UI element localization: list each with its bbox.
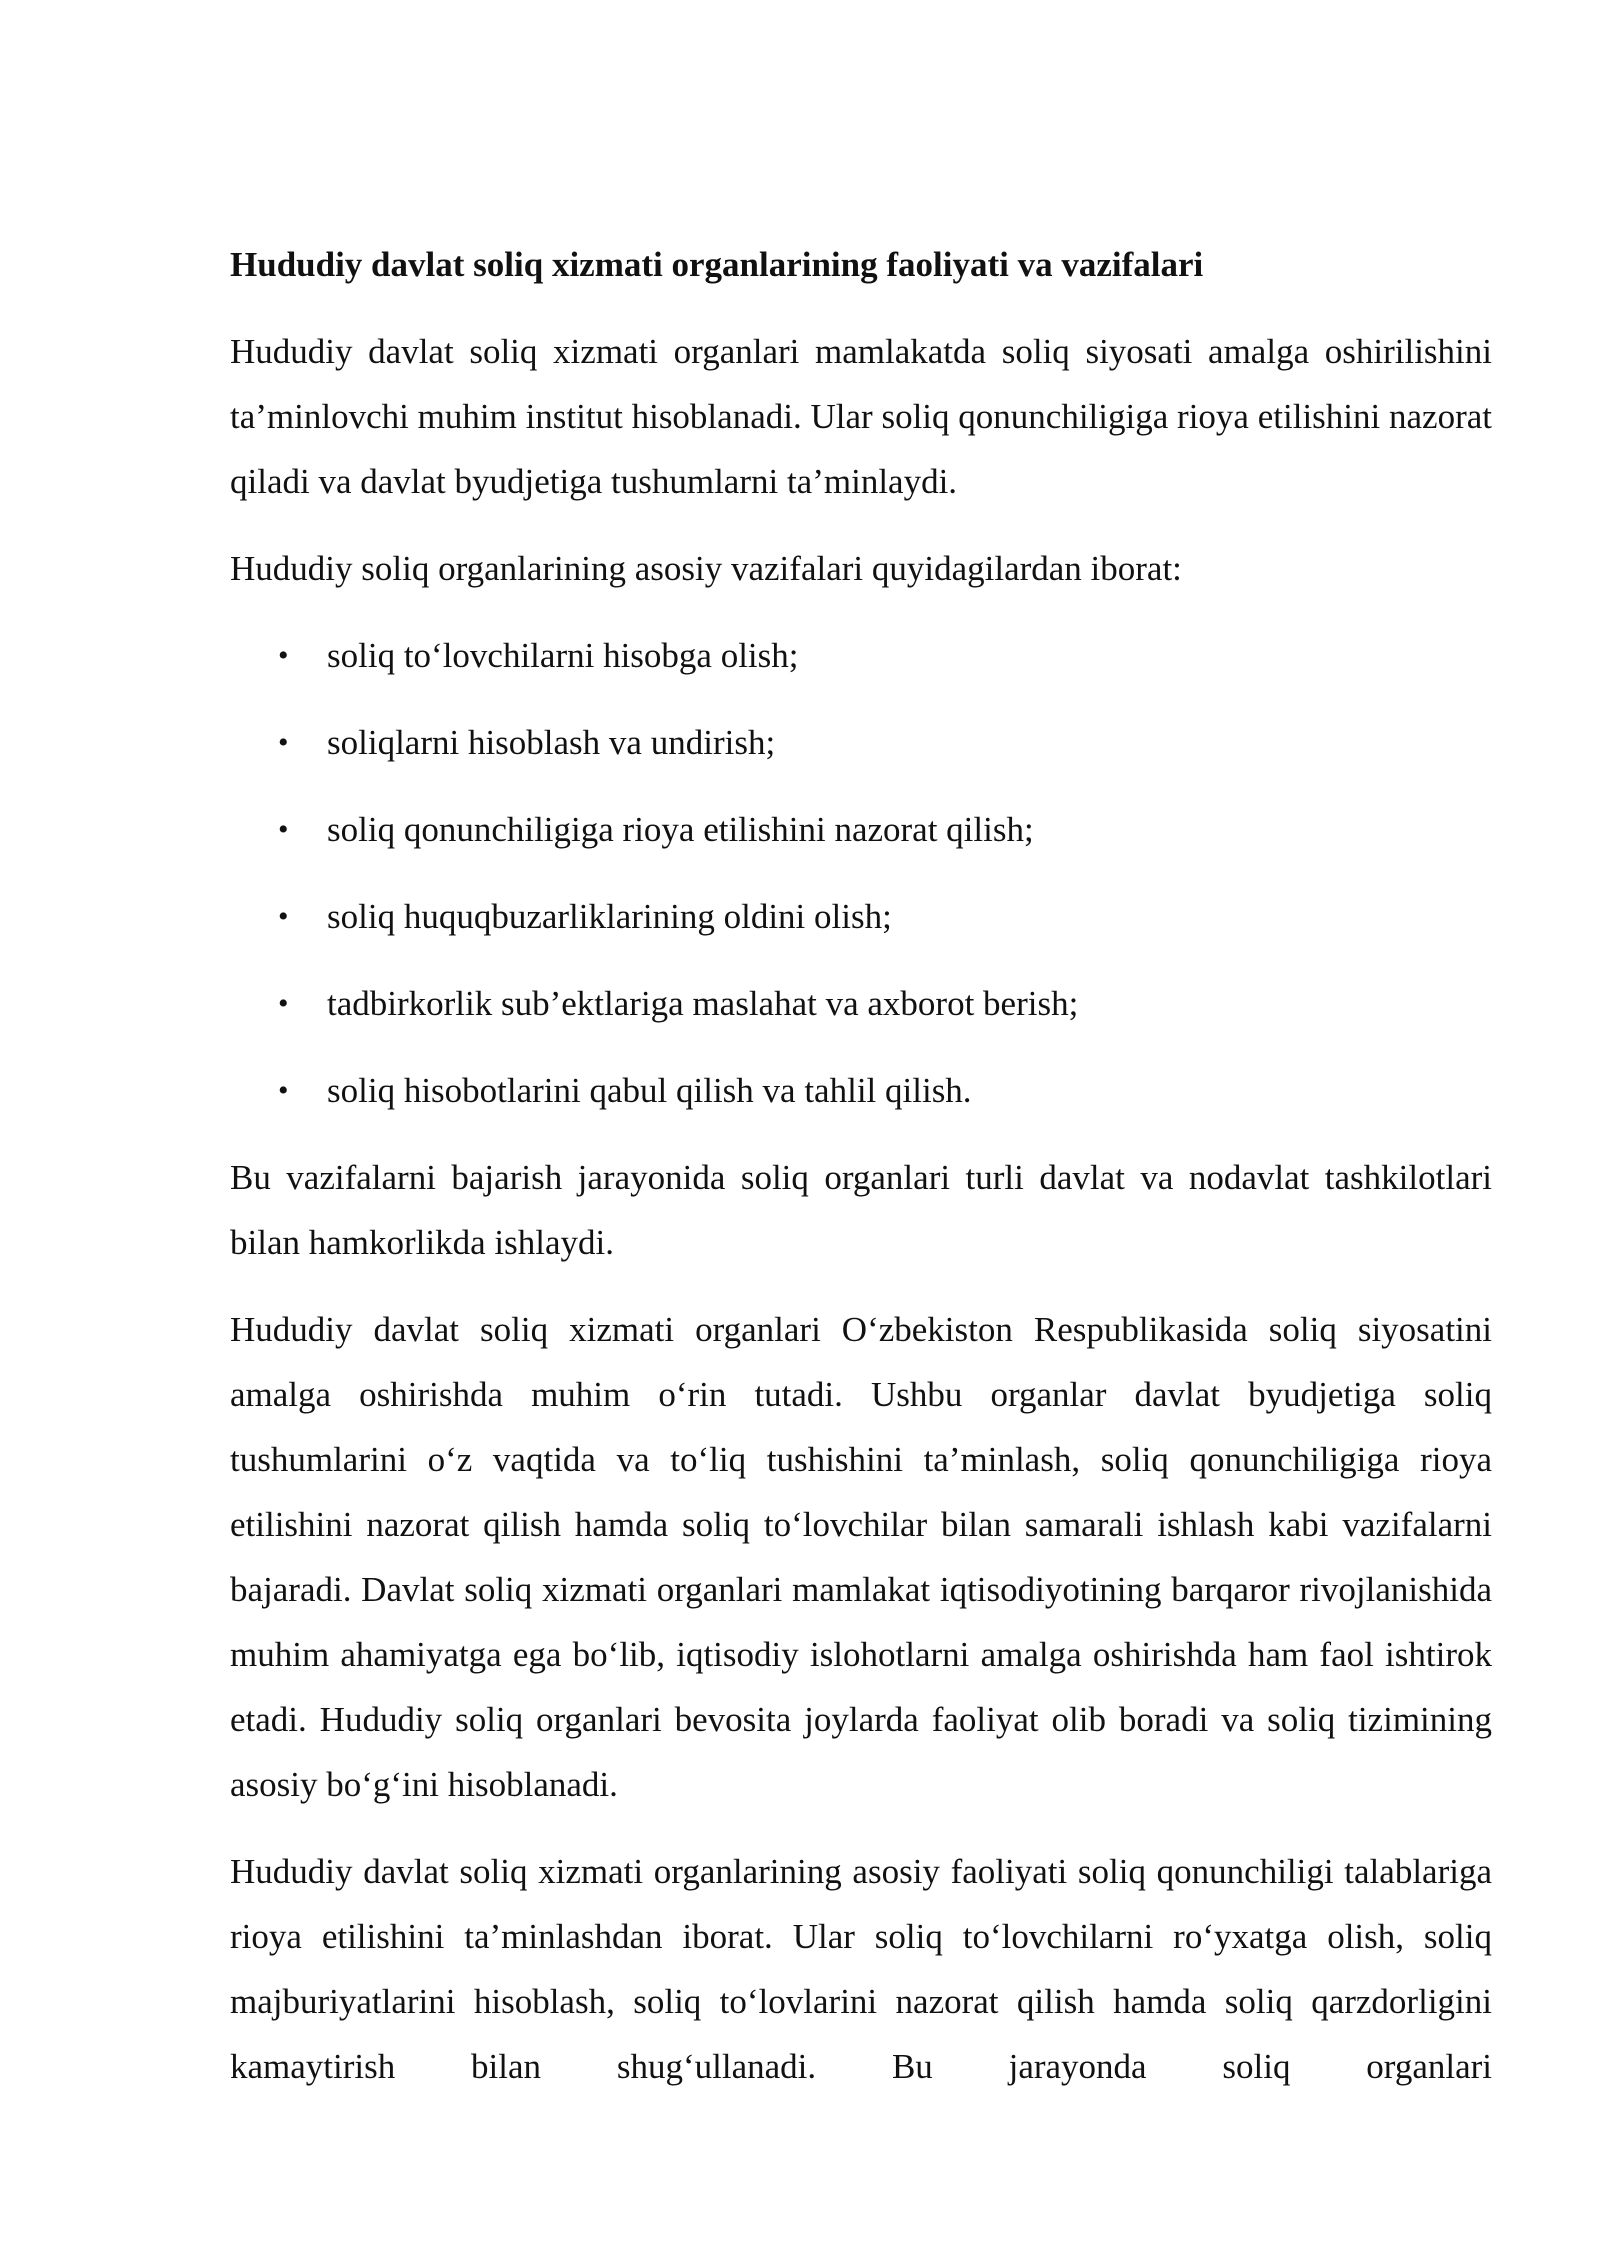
document-body xyxy=(230,232,1492,2099)
bullet-icon: • xyxy=(278,1074,289,1107)
list-item xyxy=(230,623,1492,688)
body-paragraph-3: Hududiy davlat soliq xizmati organlarining asosiy faoliyati soliq qonunchiligi talablariga rioya etilishini ta’minlashdan iborat. Ular soliq to‘lovchilarni ro‘yxatga olish, soliq majburiyatlarini hisoblash, soliq to‘lovlarini nazorat qilish hamda soliq qarzdorligini kamaytirish bilan shug‘ullanadi. Bu jarayonda soliq organlari xyxy=(230,1852,1492,2086)
after-list-paragraph: Bu vazifalarni bajarish jarayonida soliq organlari turli davlat va nodavlat tashkilotlari bilan hamkorlikda ishlaydi. xyxy=(230,1158,1492,1262)
list-item xyxy=(230,971,1492,1036)
list-item xyxy=(230,884,1492,949)
list-item-text: soliq huquqbuzarliklarining oldini olish; xyxy=(327,897,892,936)
list-item-text: soliq hisobotlarini qabul qilish va tahlil qilish. xyxy=(327,1071,972,1110)
document-title: Hududiy davlat soliq xizmati organlarining faoliyati va vazifalari xyxy=(230,245,1204,284)
list-lead-paragraph: Hududiy soliq organlarining asosiy vazifalari quyidagilardan iborat: xyxy=(230,549,1182,588)
bullet-icon: • xyxy=(278,900,289,933)
list-item xyxy=(230,710,1492,775)
list-item-text: tadbirkorlik sub’ektlariga maslahat va axborot berish; xyxy=(327,984,1079,1023)
list-item xyxy=(230,797,1492,862)
bullet-icon: • xyxy=(278,813,289,846)
list-item-text: soliq qonunchiligiga rioya etilishini nazorat qilish; xyxy=(327,810,1034,849)
list-item-text: soliq to‘lovchilarni hisobga olish; xyxy=(327,636,799,675)
bullet-icon: • xyxy=(278,726,289,759)
bullet-icon: • xyxy=(278,987,289,1020)
list-item-text: soliqlarni hisoblash va undirish; xyxy=(327,723,776,762)
intro-paragraph: Hududiy davlat soliq xizmati organlari mamlakatda soliq siyosati amalga oshirilishini ta’minlovchi muhim institut hisoblanadi. Ular soliq qonunchiligiga rioya etilishini nazorat qiladi va davlat byudjetiga tushumlarni ta’minlaydi. xyxy=(230,332,1492,501)
tasks-bullet-list xyxy=(230,623,1492,1123)
body-paragraph-2: Hududiy davlat soliq xizmati organlari O‘zbekiston Respublikasida soliq siyosatini amalga oshirishda muhim o‘rin tutadi. Ushbu organlar davlat byudjetiga soliq tushumlarini o‘z vaqtida va to‘liq tushishini ta’minlash, soliq qonunchiligiga rioya etilishini nazorat qilish hamda soliq to‘lovchilar bilan samarali ishlash kabi vazifalarni bajaradi. Davlat soliq xizmati organlari mamlakat iqtisodiyotining barqaror rivojlanishida muhim ahamiyatga ega bo‘lib, iqtisodiy islohotlarni amalga oshirishda ham faol ishtirok etadi. Hududiy soliq organlari bevosita joylarda faoliyat olib boradi va soliq tizimining asosiy bo‘g‘ini hisoblanadi. xyxy=(230,1310,1492,1804)
list-item xyxy=(230,1058,1492,1123)
bullet-icon: • xyxy=(278,639,289,672)
